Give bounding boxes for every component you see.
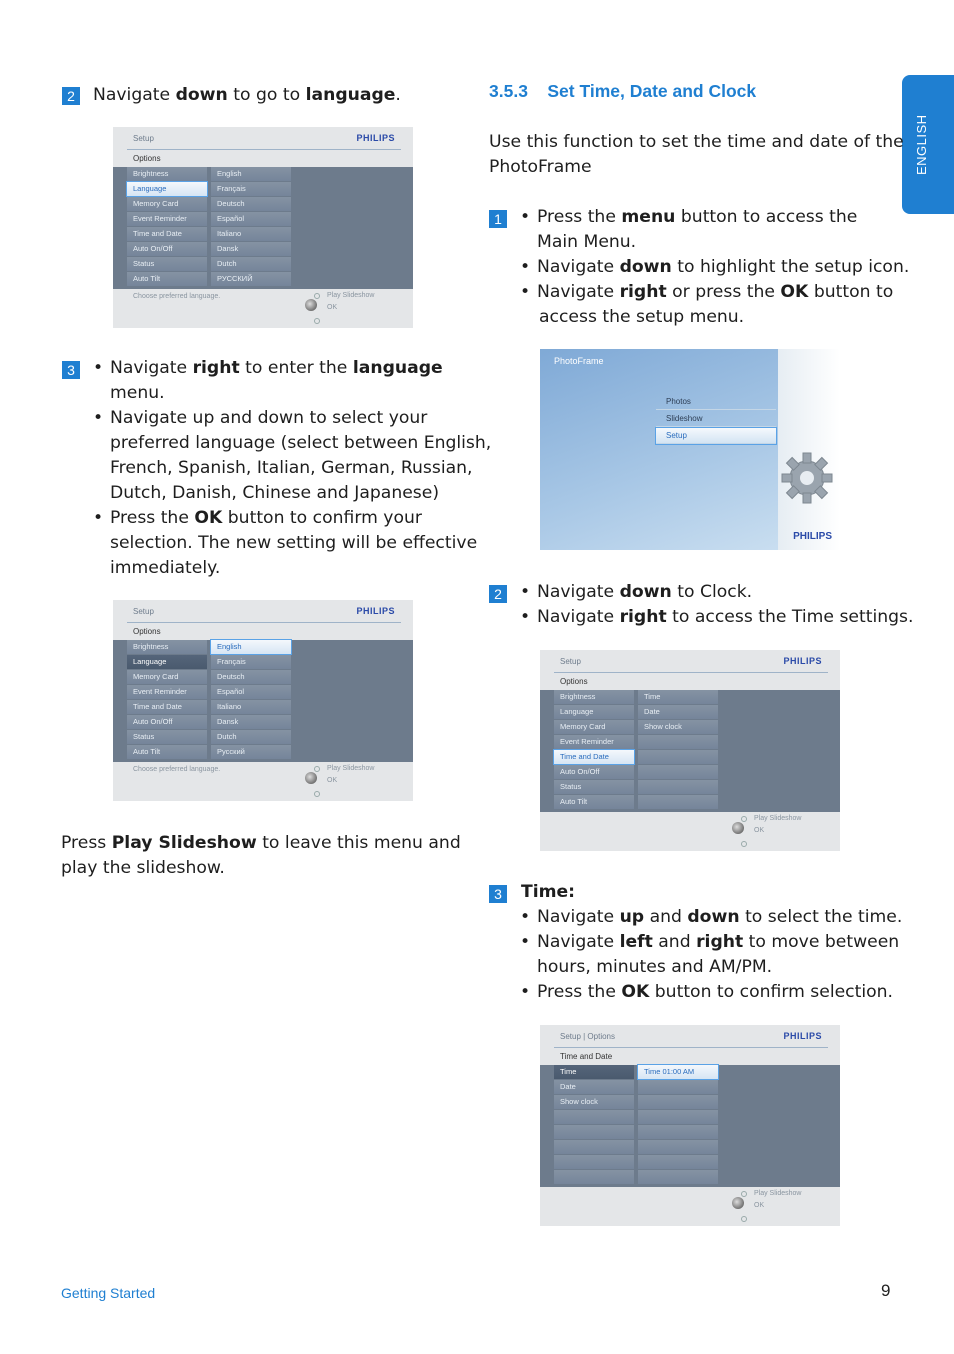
r-step2-bullet-2: • Navigate right to access the Time settings. [537,605,913,630]
play-slideshow-label: Play Slideshow [754,815,802,822]
ok-knob-icon [732,822,744,834]
menu-cell: Date [554,1080,634,1094]
shot-hint: Choose preferred language. [133,293,221,300]
step-number-2-right: 2 [489,585,507,603]
ok-label: OK [754,827,765,834]
closing-text: Press Play Slideshow to leave this menu and [61,833,461,853]
r-step1-bullet-2: • Navigate down to highlight the setup icon. [537,255,909,280]
step3-bullet-2-line: preferred language (select between English, [110,433,492,453]
menu-cell: Brightness [127,167,207,181]
submenu-cell: Date [638,705,718,719]
step-number-1: 1 [489,210,507,228]
menu-cell: Memory Card [127,670,207,684]
submenu-cell: Show clock [638,720,718,734]
menu-cell: Auto Tilt [127,272,207,286]
step3-bullet-3-line: immediately. [110,558,221,578]
step3-bullet-2-line: Dutch, Danish, Chinese and Japanese) [110,483,440,503]
step-number-3: 3 [62,361,80,379]
shot-subheader: Options [133,627,161,636]
page-number: 9 [881,1281,891,1300]
language-cell: Français [211,655,291,669]
play-slideshow-label: Play Slideshow [754,1190,802,1197]
shot-subheader: Time and Date [560,1052,613,1061]
language-cell: РУССКИЙ [211,272,291,286]
philips-logo: PHILIPS [783,656,822,666]
philips-logo: PHILIPS [793,531,832,542]
menu-cell-selected: Language [127,182,207,196]
menu-cell: Language [554,705,634,719]
r-step3-bullet-2-cont: hours, minutes and AM/PM. [537,957,773,977]
language-menu-screenshot-1 [113,127,413,328]
step2-text: Navigate down to go to language. [93,85,401,105]
menu-cell: Memory Card [127,197,207,211]
language-side-tab [902,75,954,214]
menu-cell: Event Reminder [554,735,634,749]
language-cell: Dansk [211,242,291,256]
menu-cell-active: Time [554,1065,634,1079]
language-cell: English [211,167,291,181]
step-number-3-right: 3 [489,885,507,903]
menu-cell: Time and Date [127,700,207,714]
ok-label: OK [754,1202,765,1209]
menu-cell: Show clock [554,1095,634,1109]
r-step3-bullet-2: • Navigate left and right to move between [537,930,899,955]
shot-header: Setup | Options [560,1032,615,1041]
r-step1-bullet-1-cont: Main Menu. [537,232,637,252]
ok-knob-icon [732,1197,744,1209]
menu-cell: Status [127,730,207,744]
menu-cell: Auto Tilt [127,745,207,759]
menu-cell: Auto On/Off [554,765,634,779]
ok-label: OK [327,304,338,311]
shot-header: Setup [560,657,581,666]
closing-text-cont: play the slideshow. [61,858,225,878]
language-cell: Français [211,182,291,196]
intro-text-cont: PhotoFrame [489,157,592,177]
menu-cell: Brightness [127,640,207,654]
menu-cell-selected: Time and Date [554,750,634,764]
ok-knob-icon [305,772,317,784]
side-tab-label: ENGLISH [914,114,929,175]
philips-logo: PHILIPS [783,1031,822,1041]
menu-cell: Memory Card [554,720,634,734]
menu-cell: Auto On/Off [127,715,207,729]
shot-subheader: Options [133,154,161,163]
menu-cell: Event Reminder [127,685,207,699]
language-cell: Español [211,212,291,226]
r-step3-bullet-1: • Navigate up and down to select the time. [537,905,902,930]
language-cell: Dansk [211,715,291,729]
r-step1-bullet-1: • Press the menu button to access the [537,205,857,230]
r-step1-bullet-3-cont: access the setup menu. [539,307,745,327]
ok-label: OK [327,777,338,784]
menu-item-setup: Setup [656,428,776,444]
shot-hint: Choose preferred language. [133,766,221,773]
menu-cell-active: Language [127,655,207,669]
time-value-cell: Time 01:00 AM [638,1065,718,1079]
submenu-cell: Time [638,690,718,704]
shot-header: Setup [133,607,154,616]
philips-logo: PHILIPS [356,133,395,143]
step3-bullet-2-line: French, Spanish, Italian, German, Russian, [110,458,473,478]
language-cell: Deutsch [211,197,291,211]
menu-cell: Event Reminder [127,212,207,226]
ok-knob-icon [305,299,317,311]
menu-item-photos: Photos [656,394,776,410]
menu-cell: Auto Tilt [554,795,634,809]
time-heading: Time: [521,882,576,902]
menu-cell: Time and Date [127,227,207,241]
language-cell: Deutsch [211,670,291,684]
philips-logo: PHILIPS [356,606,395,616]
step3-bullet-3: • Press the OK button to confirm your [110,506,422,531]
step3-bullet-1-cont: menu. [110,383,165,403]
shot-header: Setup [133,134,154,143]
footer-section-label: Getting Started [61,1285,156,1301]
language-menu-screenshot-2 [113,600,413,801]
r-step2-bullet-1: • Navigate down to Clock. [537,580,752,605]
language-cell: Español [211,685,291,699]
menu-cell: Status [554,780,634,794]
menu-cell: Status [127,257,207,271]
intro-text: Use this function to set the time and date of the [489,132,904,152]
language-cell: Italiano [211,700,291,714]
menu-cell: Auto On/Off [127,242,207,256]
play-slideshow-label: Play Slideshow [327,292,375,299]
menu-item-slideshow: Slideshow [656,411,776,427]
time-and-date-menu-screenshot [540,650,840,851]
menu-cell: Brightness [554,690,634,704]
language-cell: Русский [211,745,291,759]
gear-icon [780,451,834,505]
language-cell-selected: English [211,640,291,654]
step-number-2: 2 [62,87,80,105]
language-cell: Dutch [211,257,291,271]
language-cell: Dutch [211,730,291,744]
photoframe-title: PhotoFrame [554,356,604,366]
language-cell: Italiano [211,227,291,241]
r-step1-bullet-3: • Navigate right or press the OK button to [537,280,893,305]
photoframe-main-menu-screenshot [540,349,840,550]
step3-bullet-2: • Navigate up and down to select your [110,406,427,431]
time-setting-screenshot [540,1025,840,1226]
section-title: 3.5.3 Set Time, Date and Clock [489,81,757,101]
r-step3-bullet-3: • Press the OK button to confirm selection. [537,980,893,1005]
shot-subheader: Options [560,677,588,686]
step3-bullet-1: • Navigate right to enter the language [110,356,443,381]
play-slideshow-label: Play Slideshow [327,765,375,772]
step3-bullet-3-line: selection. The new setting will be effective [110,533,478,553]
